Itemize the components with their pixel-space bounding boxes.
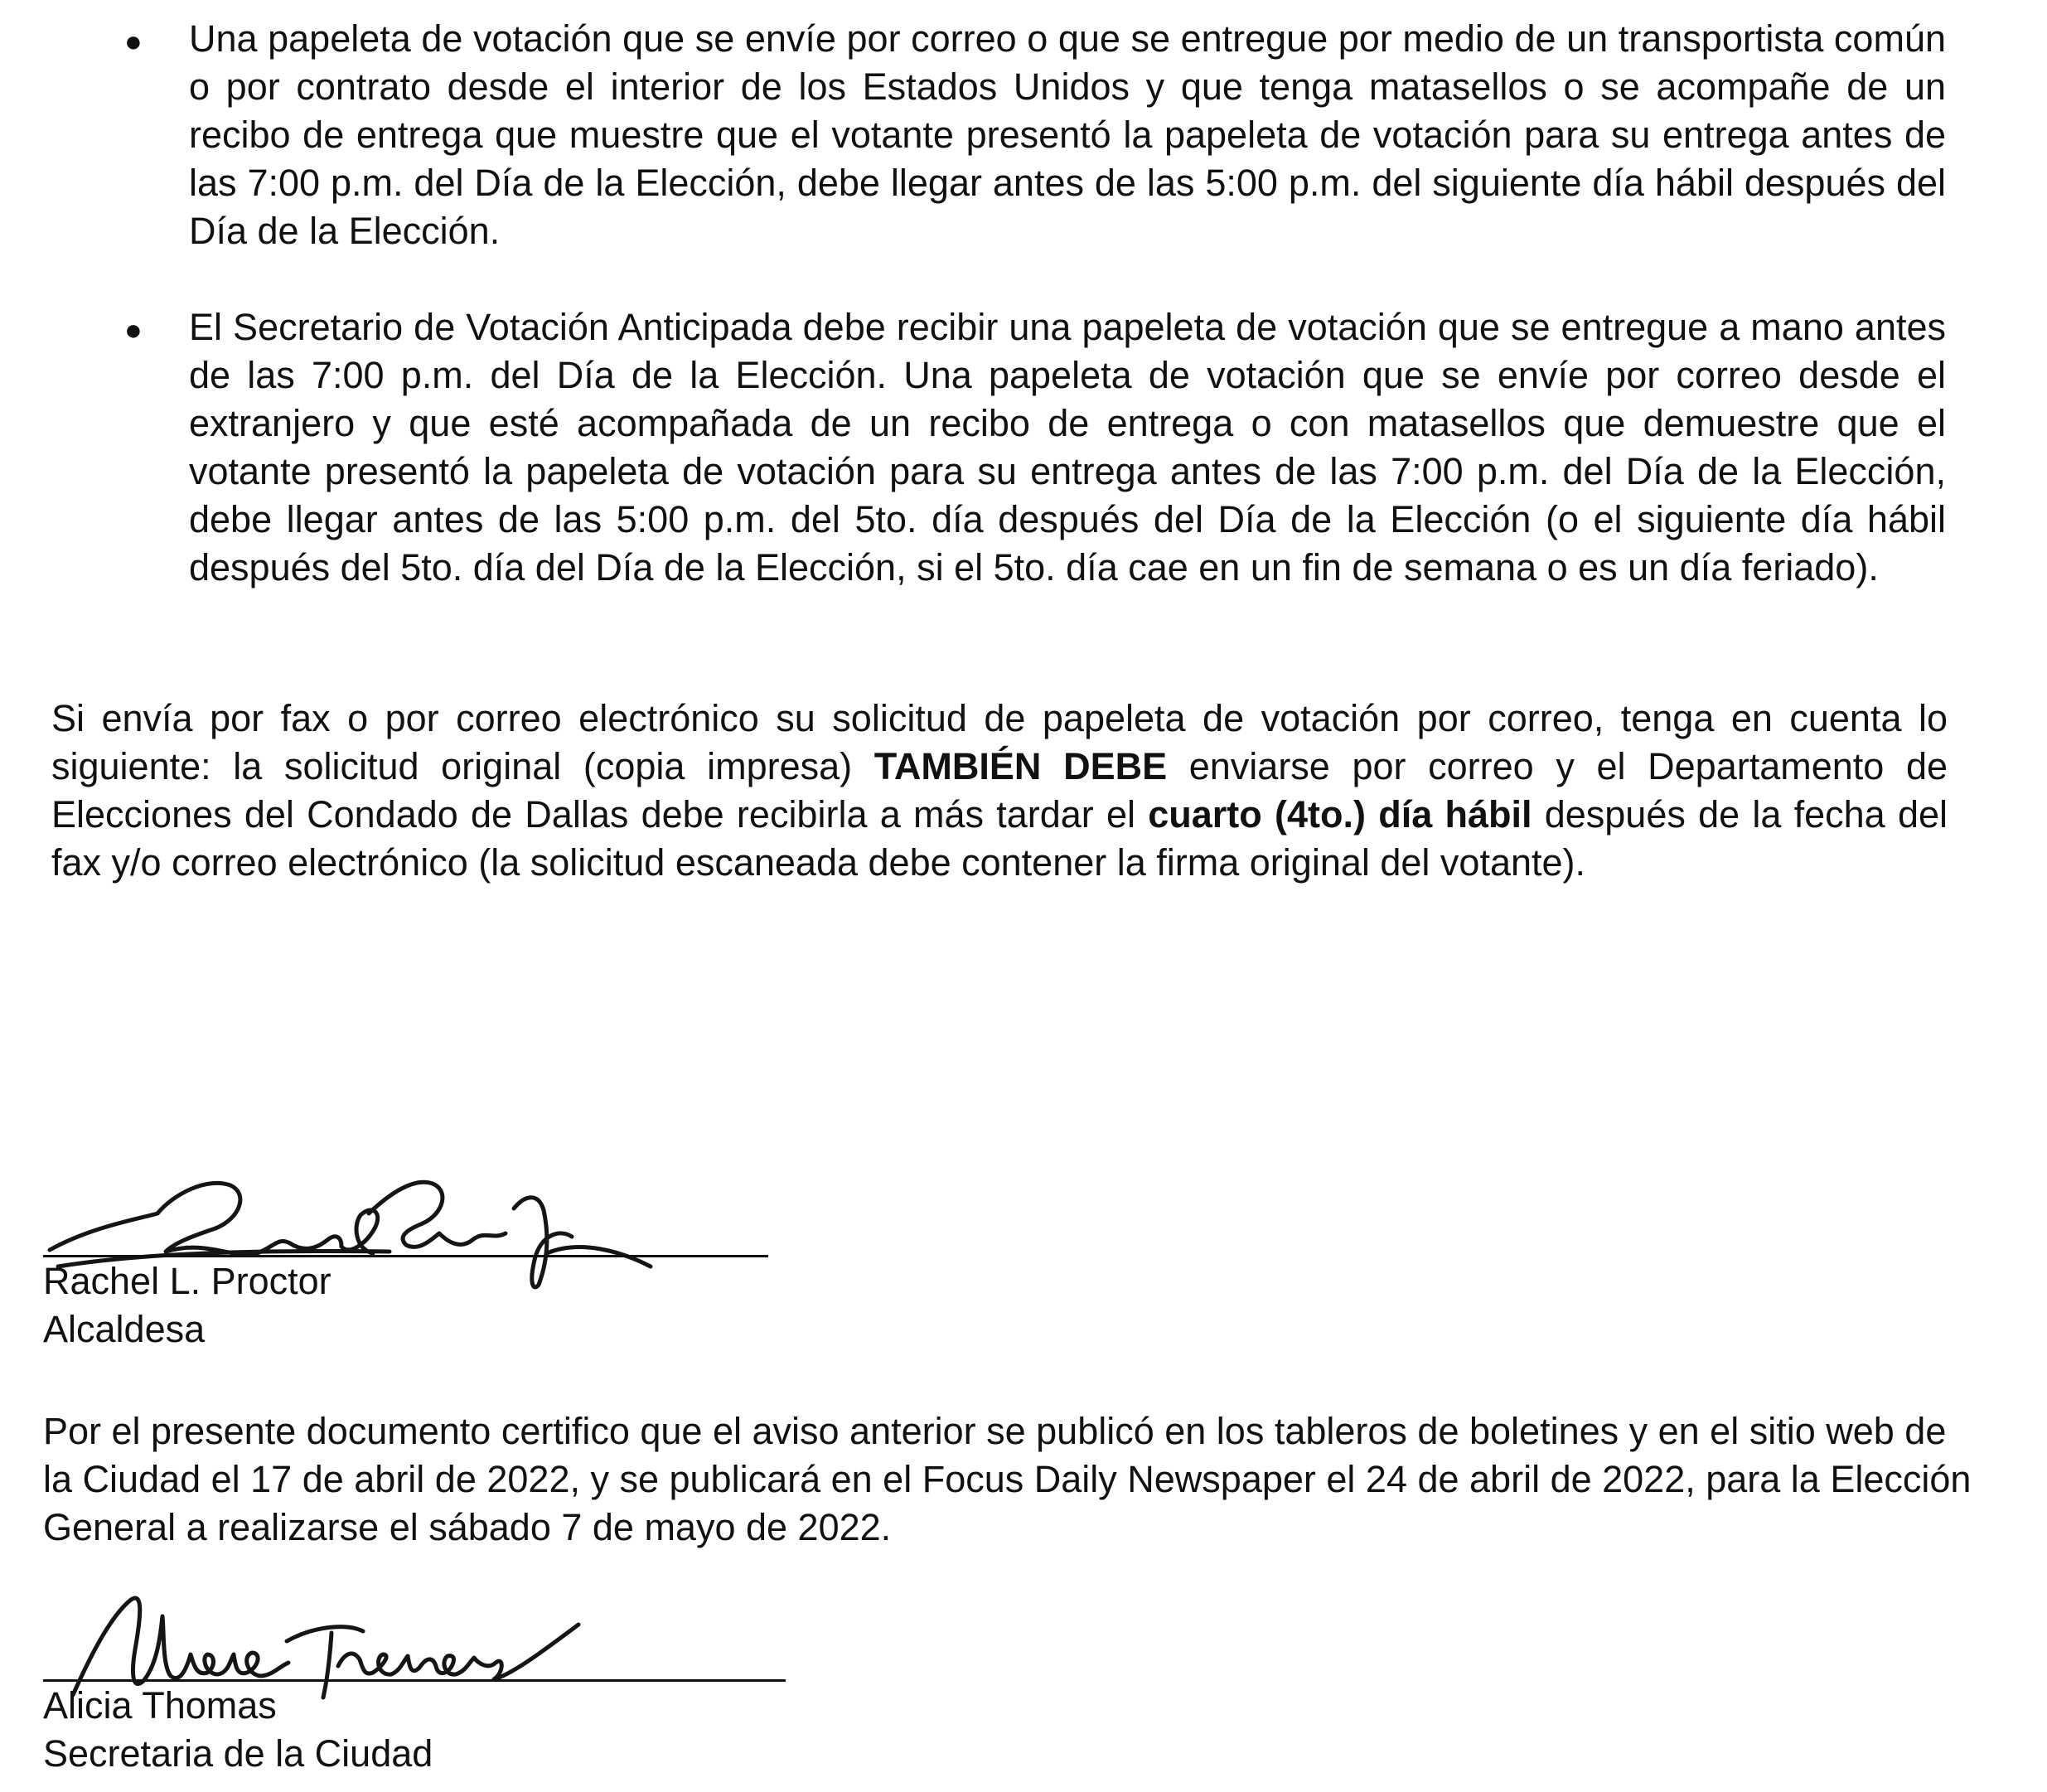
mayor-signature-block: [43, 1255, 768, 1354]
mayor-title: Alcaldesa: [43, 1308, 206, 1350]
list-item: [0, 15, 2047, 255]
certification-paragraph: Por el presente documento certifico que el aviso anterior se publicó en los tableros de boletines y en el sitio web de la Ciudad el 17 de abril de 2022, y se publicará en el Focus Daily Newspaper el 24 de abril de 2022, para la Elección General a realizarse el sábado 7 de mayo de 2022.: [43, 1410, 1972, 1548]
bullet-icon: ●: [124, 24, 143, 58]
secretary-signature-block: [43, 1679, 786, 1778]
domestic-mail-ballot-text: Una papeleta de votación que se envíe por correo o que se entregue por medio de un transportista común o por contrato desde el interior de los Estados Unidos y que tenga matasellos o se acompañe de un recibo de entrega que muestre que el votante presentó la papeleta de votación para su entrega antes de las 7:00 p.m. del Día de la Elección, debe llegar antes de las 5:00 p.m. del siguiente día hábil después del Día de la Elección.: [189, 17, 1946, 252]
fax-email-paragraph: Si envía por fax o por correo electrónico su solicitud de papeleta de votación por correo, tenga en cuenta lo siguiente: la solicitud original (copia impresa) TAMBIÉN DEBE enviarse por correo y el Departamento de Elecciones del Condado de Dallas debe recibirla a más tardar el cuarto (4to.) día hábil después de la fecha del fax y/o correo electrónico (la solicitud escaneada debe contener la firma original del votante).: [51, 697, 1948, 884]
list-item: [0, 303, 2047, 592]
hand-delivered-ballot-text: El Secretario de Votación Anticipada debe recibir una papeleta de votación que se entregue a mano antes de las 7:00 p.m. del Día de la Elección. Una papeleta de votación que se envíe por correo desde el extranjero y que esté acompañada de un recibo de entrega o con matasellos que demuestre que el votante presentó la papeleta de votación para su entrega antes de las 7:00 p.m. del Día de la Elección, debe llegar antes de las 5:00 p.m. del 5to. día después del Día de la Elección (o el siguiente día hábil después del 5to. día del Día de la Elección, si el 5to. día cae en un fin de semana o es un día feriado).: [189, 306, 1946, 588]
bullet-icon: ●: [124, 312, 143, 346]
mayor-name: Rachel L. Proctor: [43, 1260, 331, 1302]
emphasis-also-must: TAMBIÉN DEBE: [873, 745, 1168, 787]
secretary-name: Alicia Thomas: [43, 1684, 277, 1727]
ballot-deadline-list: [0, 15, 2047, 640]
emphasis-fourth-day: cuarto (4to.) día hábil: [1148, 793, 1532, 835]
secretary-title: Secretaria de la Ciudad: [43, 1732, 433, 1775]
